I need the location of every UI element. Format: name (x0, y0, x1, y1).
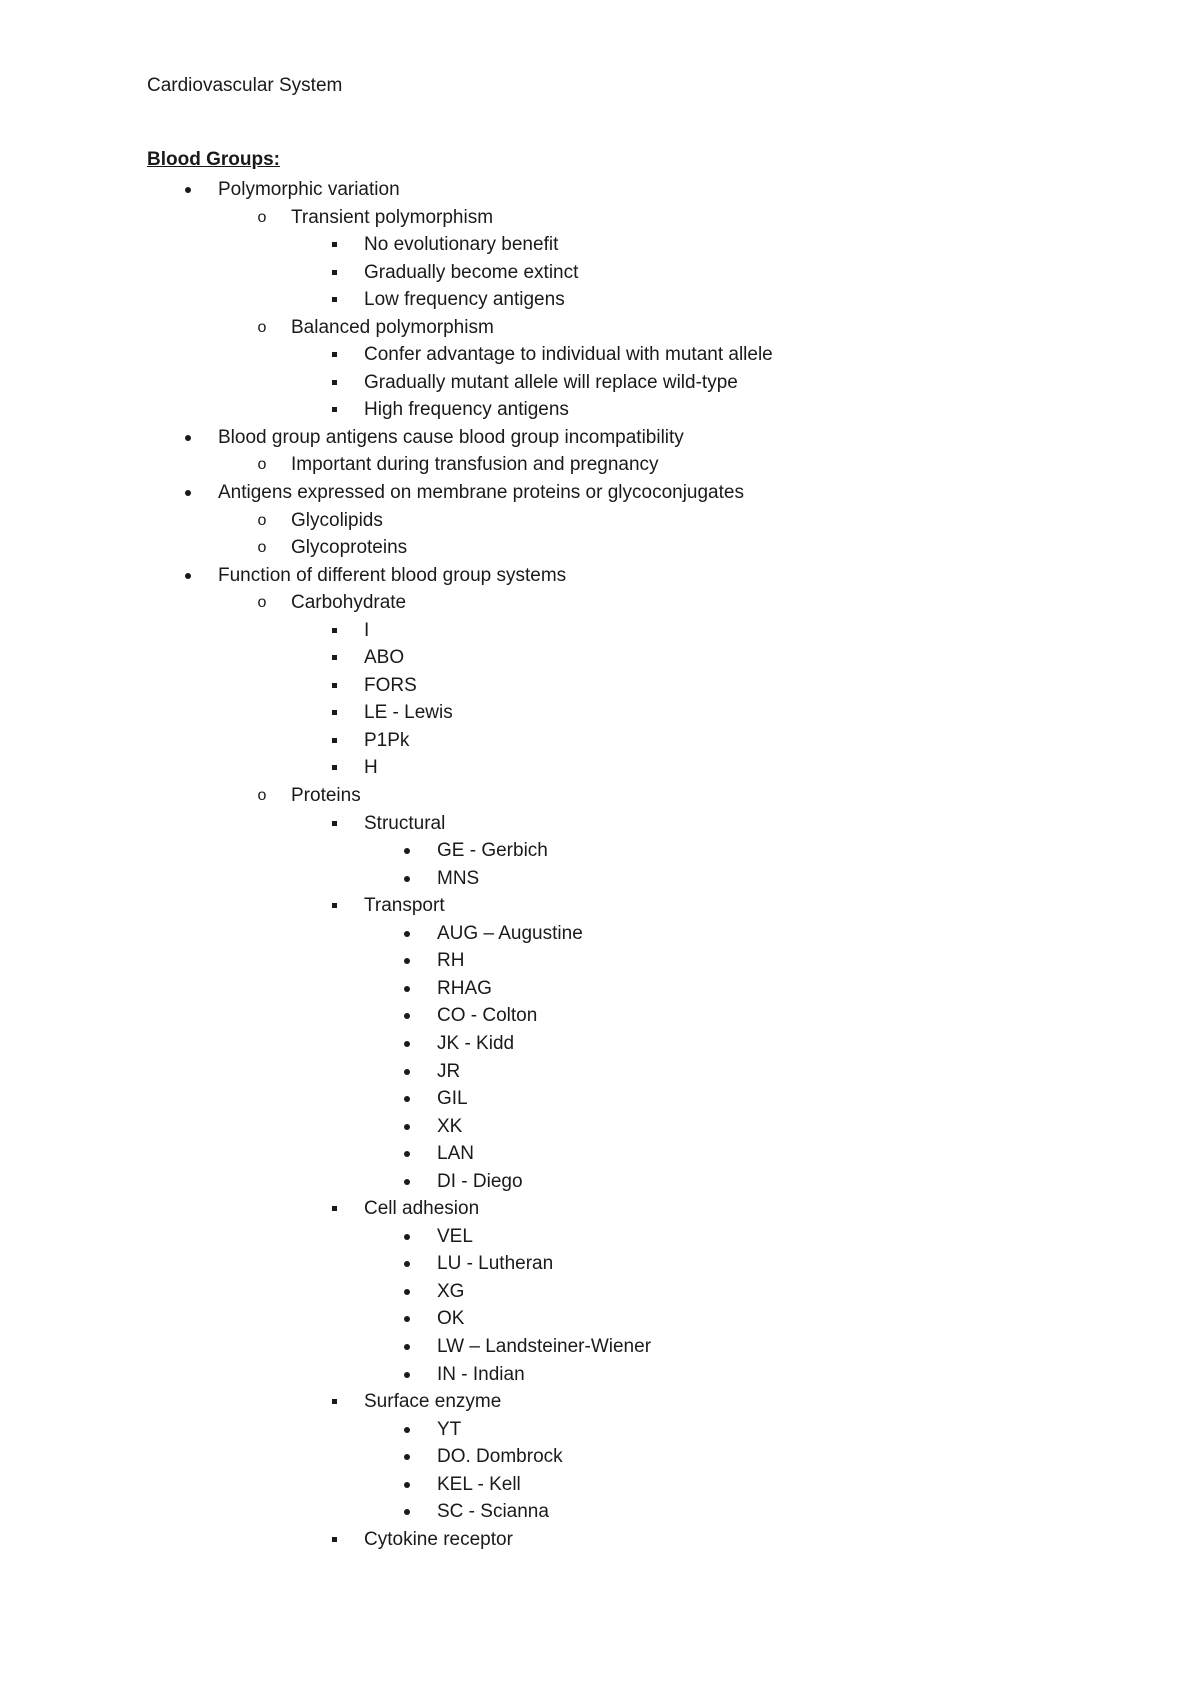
list-item-text: Blood group antigens cause blood group incompatibility (218, 426, 684, 448)
list-item-text: CO - Colton (437, 1005, 538, 1027)
list-item (0, 589, 1200, 617)
list-item (0, 1140, 1200, 1168)
list-item (0, 1113, 1200, 1141)
list-item (0, 1030, 1200, 1058)
list-item (0, 1058, 1200, 1086)
hollow-bullet-icon: o (257, 539, 267, 557)
list-item (0, 1002, 1200, 1030)
list-item (0, 1333, 1200, 1361)
list-item-text: JR (437, 1060, 461, 1082)
list-item (0, 1278, 1200, 1306)
list-item (0, 1085, 1200, 1113)
list-item-text: Glycolipids (291, 509, 383, 531)
list-item-text: KEL - Kell (437, 1473, 521, 1495)
list-item (0, 479, 1200, 507)
list-item (0, 507, 1200, 535)
list-item (0, 892, 1200, 920)
list-item (0, 1526, 1200, 1554)
list-item-text: LAN (437, 1143, 474, 1165)
list-item-text: P1Pk (364, 729, 410, 751)
list-item-text: Structural (364, 812, 446, 834)
list-item-text: RH (437, 950, 465, 972)
list-item-text: FORS (364, 674, 417, 696)
list-item (0, 672, 1200, 700)
list-item (0, 617, 1200, 645)
list-item (0, 1498, 1200, 1526)
list-item-text: Cell adhesion (364, 1198, 480, 1220)
list-item (0, 837, 1200, 865)
list-item-text: Cytokine receptor (364, 1528, 513, 1550)
outline-list (0, 176, 1200, 1553)
list-item-text: LE - Lewis (364, 702, 453, 724)
section-heading: Blood Groups: (147, 149, 280, 170)
list-item-text: Carbohydrate (291, 592, 407, 614)
list-item (0, 259, 1200, 287)
hollow-bullet-icon: o (257, 787, 267, 805)
list-item (0, 699, 1200, 727)
list-item (0, 1388, 1200, 1416)
list-item (0, 1305, 1200, 1333)
list-item-text: YT (437, 1418, 462, 1440)
list-item-text: Surface enzyme (364, 1391, 502, 1413)
list-item-text: XG (437, 1280, 465, 1302)
list-item (0, 975, 1200, 1003)
list-item (0, 1416, 1200, 1444)
list-item (0, 644, 1200, 672)
list-item (0, 865, 1200, 893)
list-item-text: JK - Kidd (437, 1032, 515, 1054)
list-item-text: XK (437, 1115, 463, 1137)
list-item (0, 204, 1200, 232)
list-item-text: Function of different blood group systems (218, 564, 567, 586)
list-item-text: GE - Gerbich (437, 840, 548, 862)
list-item-text: MNS (437, 867, 480, 889)
list-item-text: Balanced polymorphism (291, 316, 494, 338)
list-item-text: DO. Dombrock (437, 1446, 563, 1468)
hollow-bullet-icon: o (257, 456, 267, 474)
list-item-text: DI - Diego (437, 1170, 523, 1192)
list-item (0, 286, 1200, 314)
list-item-text: Transport (364, 895, 445, 917)
page-header: Cardiovascular System (147, 75, 343, 96)
list-item-text: VEL (437, 1225, 473, 1247)
list-item-text: Glycoproteins (291, 537, 408, 559)
list-item-text: Gradually mutant allele will replace wild-type (364, 371, 738, 393)
hollow-bullet-icon: o (257, 594, 267, 612)
list-item-text: SC - Scianna (437, 1501, 549, 1523)
list-item (0, 451, 1200, 479)
list-item (0, 947, 1200, 975)
list-item-text: Low frequency antigens (364, 289, 565, 311)
list-item (0, 369, 1200, 397)
list-item-text: No evolutionary benefit (364, 234, 559, 256)
list-item-text: LU - Lutheran (437, 1253, 554, 1275)
list-item-text: Antigens expressed on membrane proteins or glycoconjugates (218, 482, 744, 504)
list-item-text: Polymorphic variation (218, 179, 400, 200)
list-item (0, 754, 1200, 782)
list-item (0, 1250, 1200, 1278)
list-item (0, 1168, 1200, 1196)
list-item (0, 1361, 1200, 1389)
list-item (0, 534, 1200, 562)
list-item-text: Proteins (291, 785, 361, 807)
list-item-text: GIL (437, 1088, 468, 1110)
list-item (0, 727, 1200, 755)
list-item (0, 1223, 1200, 1251)
list-item (0, 424, 1200, 452)
list-item (0, 314, 1200, 342)
list-item-text: Important during transfusion and pregnancy (291, 454, 659, 476)
list-item-text: OK (437, 1308, 465, 1330)
list-item (0, 231, 1200, 259)
list-item-text: Confer advantage to individual with mutant allele (364, 344, 773, 366)
list-item (0, 341, 1200, 369)
list-item (0, 396, 1200, 424)
list-item-text: IN - Indian (437, 1363, 525, 1385)
list-item-text: AUG – Augustine (437, 922, 583, 944)
list-item (0, 782, 1200, 810)
list-item (0, 176, 1200, 204)
hollow-bullet-icon: o (257, 318, 267, 336)
list-item-text: RHAG (437, 977, 492, 999)
hollow-bullet-icon: o (257, 511, 267, 529)
list-item-text: Gradually become extinct (364, 261, 579, 283)
list-item (0, 810, 1200, 838)
list-item-text: Transient polymorphism (291, 206, 494, 228)
hollow-bullet-icon: o (257, 208, 267, 226)
list-item-text: LW – Landsteiner-Wiener (437, 1335, 652, 1357)
list-item-text: High frequency antigens (364, 399, 569, 421)
list-item (0, 1195, 1200, 1223)
list-item (0, 1471, 1200, 1499)
list-item-text: I (364, 619, 370, 641)
list-item (0, 920, 1200, 948)
list-item (0, 1443, 1200, 1471)
list-item (0, 562, 1200, 590)
list-item-text: ABO (364, 647, 405, 669)
list-item-text: H (364, 757, 378, 779)
